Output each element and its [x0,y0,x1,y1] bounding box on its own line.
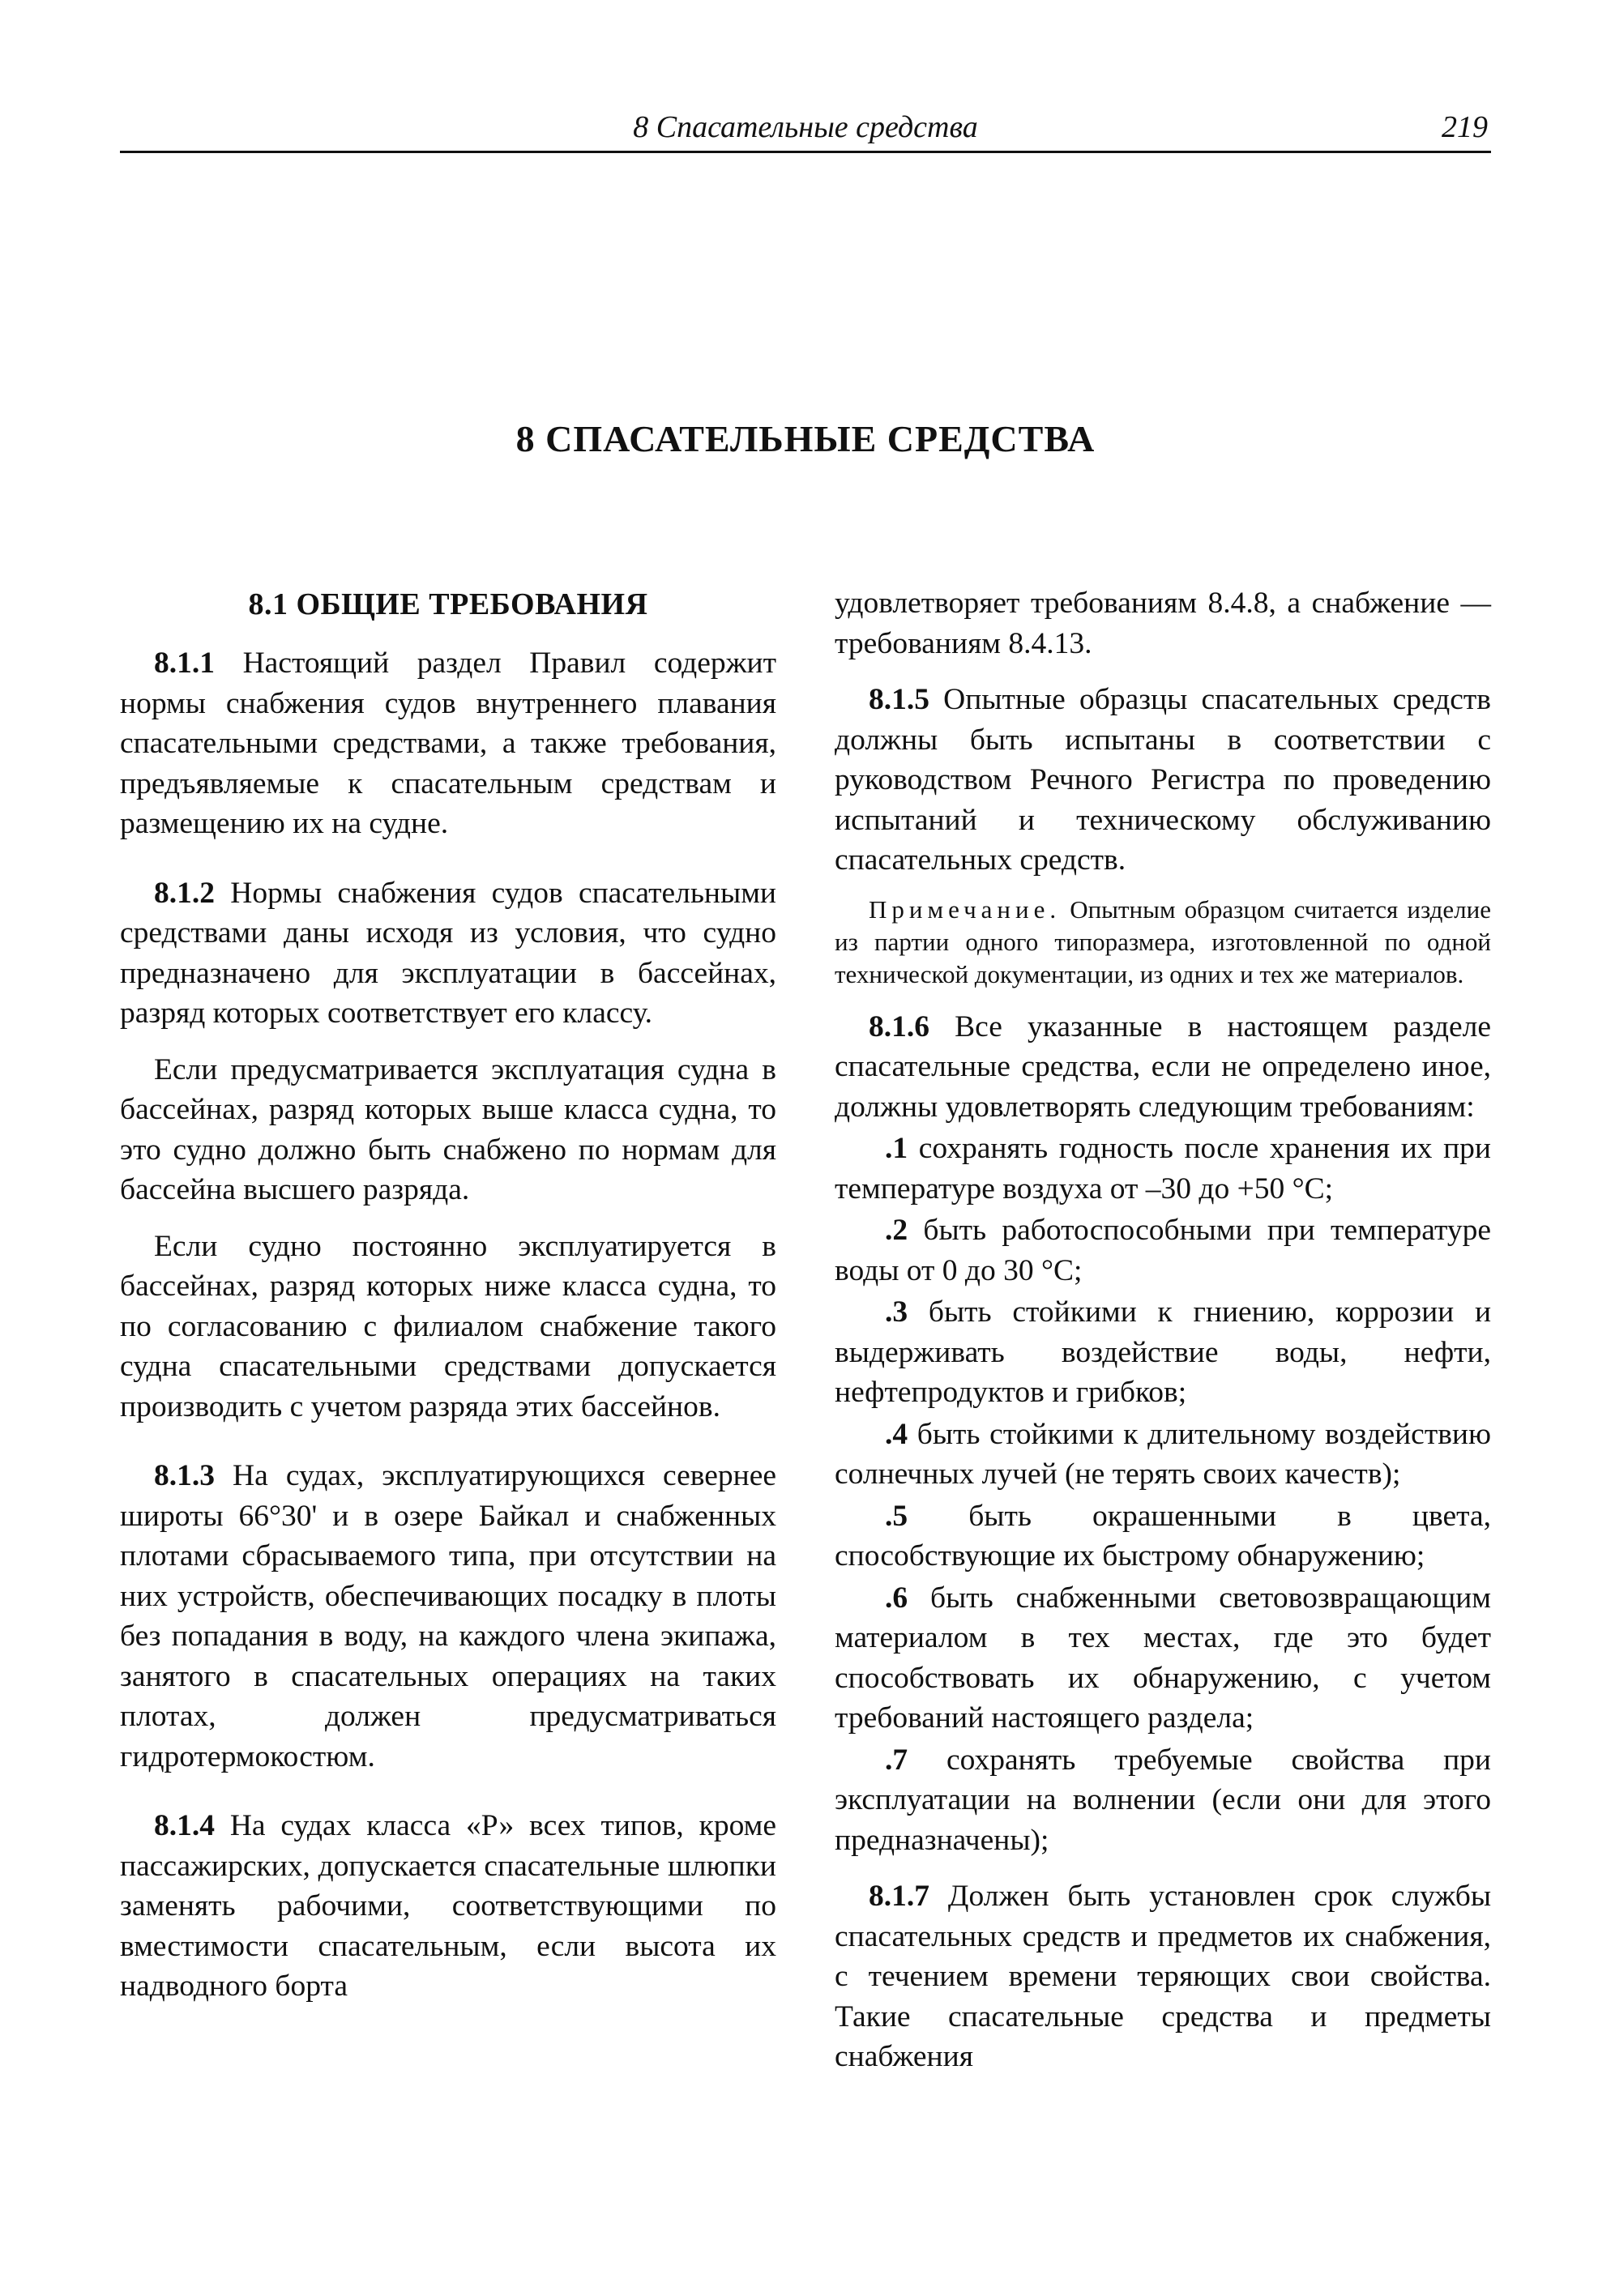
clause-text: Опытные образцы спасательных средств должны быть испытаны в соответствии с руководством Речного Регистра по проведению испытаний и техническому обслуживанию спасательных средств. [835,683,1491,877]
list-item [835,1210,1491,1291]
list-item-text: быть работоспособными при температуре воды от 0 до 30 °С; [835,1214,1491,1287]
list-item-number: .3 [885,1295,908,1329]
section-title: 8.1 ОБЩИЕ ТРЕБОВАНИЯ [248,587,648,621]
chapter-title: 8 СПАСАТЕЛЬНЫЕ СРЕДСТВА [515,418,1096,459]
list-item [835,1129,1491,1209]
paragraph-8-1-6 [835,1007,1491,1128]
clause-text: На судах, эксплуатирующихся севернее широты 66°30' и в озере Байкал и снабженных плотами сбрасываемого типа, при отсутствии на них устройств, обеспечивающих посадку в плоты без попадания в воду, на каждого члена экипажа, занятого в спасательных операциях на таких плотах, должен предусматриваться гидротермокостюм. [120,1459,776,1773]
clause-text: На судах класса «Р» всех типов, кроме пассажирских, допускается спасательные шлюпки заменять рабочими, соответствующими по вместимости спасательным, если высота их надводного борта [120,1809,777,2003]
list-item-text: сохранять годность после хранения их при температуре воздуха от –30 до +50 °С; [835,1132,1492,1206]
list-item [835,1415,1491,1495]
list-item-text: быть снабженными световозвращающим материалом в тех местах, где это будет способствовать их обнаружению, с учетом требований настоящего раздела; [835,1581,1491,1735]
list-item-text: быть стойкими к гниению, коррозии и выдерживать воздействие воды, нефти, нефтепродуктов и грибков; [835,1295,1492,1409]
list-item-number: .2 [885,1214,908,1247]
note [835,894,1491,991]
list-item [835,1740,1491,1861]
running-head [120,109,1491,153]
clause-number: 8.1.4 [154,1809,215,1842]
list-item-number: .4 [885,1417,908,1451]
list-item [835,1496,1491,1577]
list-item-text: сохранять требуемые свойства при эксплуатации на волнении (если они для этого предназначены); [835,1743,1491,1857]
list-item-text: быть окрашенными в цвета, способствующие их быстрому обнаружению; [835,1499,1491,1573]
list-item-number: .5 [885,1499,908,1533]
clause-text: Должен быть установлен срок службы спасательных средств и предметов их снабжения, с течением времени теряющих свои свойства. Такие спасательные средства и предметы снабжения [835,1880,1492,2073]
clause-number: 8.1.1 [154,647,215,680]
note-label: Примечание. [869,894,1062,924]
clause-number: 8.1.6 [869,1009,929,1043]
list-item-number: .1 [885,1132,908,1165]
paragraph-8-1-2-b: Если предусматривается эксплуатация судна в бассейнах, разряд которых выше класса судна, то это судно должно быть снабжено по нормам для бассейна высшего разряда. [120,1052,776,1206]
clause-number: 8.1.5 [869,683,929,716]
clause-text: Настоящий раздел Правил содержит нормы снабжения судов внутреннего плавания спасательными средствами, а также требования, предъявляемые к спасательным средствам и размещению их на судне. [120,647,776,840]
list-item [835,1292,1491,1413]
page-number: 219 [1442,110,1488,144]
list-item [835,1578,1491,1739]
left-column [120,583,776,2007]
clause-number: 8.1.3 [154,1459,215,1492]
right-column [835,583,1491,2077]
paragraph-8-1-2-c: Если судно постоянно эксплуатируется в бассейнах, разряд которых ниже класса судна, то по согласованию с филиалом снабжение такого судна спасательными средствами допускается производить с учетом разряда этих бассейнов. [120,1229,776,1423]
paragraph-continuation: удовлетворяет требованиям 8.4.8, а снабжение — требованиям 8.4.13. [835,587,1491,660]
running-head-title: 8 Спасательные средства [633,110,978,144]
paragraph-8-1-5 [835,680,1491,881]
paragraph-8-1-7 [835,1876,1491,2077]
clause-number: 8.1.2 [154,876,215,910]
note-text: Опытным образцом считается изделие из партии одного типоразмера, изготовленной по одной технической документации, из одних и тех же материалов. [835,894,1491,988]
list-item-number: .7 [885,1743,908,1777]
paragraph-8-1-3 [120,1456,776,1777]
paragraph-8-1-2 [120,873,776,1034]
paragraph-8-1-1 [120,643,776,844]
clause-text: Нормы снабжения судов спасательными средствами даны исходя из условия, что судно предназначено для эксплуатации в бассейнах, разряд которых соответствует его классу. [120,876,776,1030]
clause-text: Все указанные в настоящем разделе спасательные средства, если не определено иное, должны удовлетворять следующим требованиям: [835,1009,1492,1124]
clause-number: 8.1.7 [869,1880,929,1913]
list-item-text: быть стойкими к длительному воздействию солнечных лучей (не терять своих качеств); [835,1417,1491,1491]
list-item-number: .6 [885,1581,908,1615]
paragraph-8-1-4 [120,1806,776,2007]
